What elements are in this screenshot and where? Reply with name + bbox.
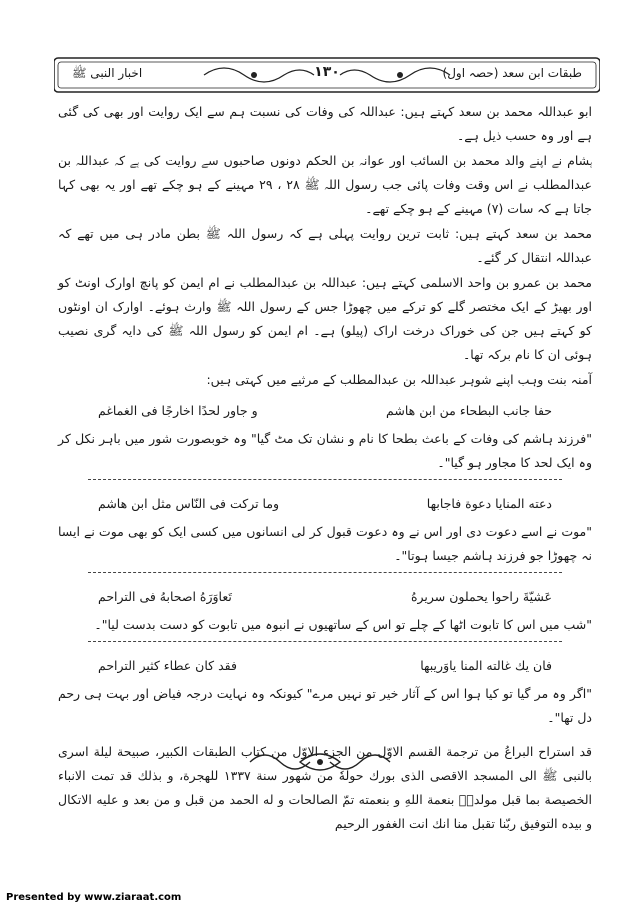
verse-1: [58, 393, 592, 427]
verse-2-left: وما تركت فى النّاس مثل ابن هاشم: [98, 496, 280, 511]
verse-3-right: عَشيّةَ راحوا يحملون سريرهُ: [410, 589, 552, 604]
book-title: طبقات ابن سعد (حصہ اول): [442, 66, 582, 80]
verse-3-left: تَعاوَرَهُ اصحابهُ فى التراحم: [98, 589, 232, 604]
paragraph-1: ابو عبداللہ محمد بن سعد کہتے ہیں: عبداللہ کی وفات کی نسبت ہم سے ایک روایت اور بھی کی گئی ہے اور وہ حسب ذیل ہے۔: [58, 104, 592, 143]
paragraph-5: آمنہ بنت وہب اپنے شوہر عبداللہ بن عبدالمطلب کے مرثیے میں کہتی ہیں:: [206, 372, 592, 387]
verse-2: [58, 486, 592, 520]
section-title: اخبار النبی ﷺ: [72, 66, 143, 80]
verse-4: [58, 648, 592, 682]
page-header: [54, 54, 600, 96]
paragraph-4: محمد بن عمرو بن واحد الاسلمی کہتے ہیں: عبداللہ بن عبدالمطلب نے ام ایمن کو پانچ اوارک اونٹ کو اور بھیڑ کے ایک مختصر گلے کو ترکے میں چھوڑا جس کے رسول اللہ ﷺ وارث ہوئے۔ اوارک ان اونٹوں کو کہتے ہیں جن کی خوراک درخت اراک (پیلو) ہے۔ ام ایمن کو رسول اللہ ﷺ کی دایہ گری نصیب ہوئی ان کا نام برکہ تھا۔: [58, 275, 592, 362]
end-ornament: [240, 745, 400, 779]
verse-3-translation: "شب میں اس کا تابوت اٹھا کے چلے تو اس کے ساتھیوں نے انبوہ میں تابوت کو دست بدست لیا"۔: [94, 617, 592, 632]
page-body: [58, 100, 592, 836]
footer-credit: Presented by www.ziaraat.com: [6, 892, 182, 903]
verse-2-right: دعته المنايا دعوة فاجابها: [426, 496, 552, 511]
divider: [88, 572, 562, 573]
verse-1-translation: "فرزند ہاشم کی وفات کے باعث بطحا کا نام و نشان تک مٹ گیا" وہ خوبصورت شور میں باہر نکل کر وہ ایک لحد کا مجاور ہو گیا"۔: [58, 431, 592, 470]
paragraph-2: ہشام نے اپنے والد محمد بن السائب اور عوانہ بن الحکم دونوں صاحبوں سے روایت کی ہے کہ عبداللہ بن عبدالمطلب نے اس وقت وفات پائی جب رسول اللہ ﷺ ۲۸ ، ۲۹ مہینے کے ہو چکے تھے اور یہ بھی کہا جاتا ہے کہ سات (۷) مہینے کے ہو چکے تھے۔: [58, 153, 592, 216]
verse-4-translation: "اگر وہ مر گیا تو کیا ہوا اس کے آثار خیر تو نہیں مرے" کیونکہ وہ نہایت درجہ فیاض اور بہت ہی رحم دل تھا"۔: [58, 686, 592, 725]
verse-2-translation: "موت نے اسے دعوت دی اور اس نے وہ دعوت قبول کر لی انسانوں میں کسی ایک کو بھی موت نے ایسا نہ چھوڑا جو فرزند ہاشم جیسا ہوتا"۔: [58, 524, 592, 563]
paragraph-3: محمد بن سعد کہتے ہیں: ثابت ترین روایت پہلی ہے کہ رسول اللہ ﷺ بطن مادر ہی میں تھے کہ عبداللہ انتقال کر گئے۔: [58, 226, 592, 265]
verse-1-left: و جاور لحدًا اخارجًا فى الغماغم: [98, 403, 258, 418]
closing-arabic-text: قد استراح البراعُ من ترجمة القسم الاوّل من الجزء الاوّل من كتاب الطبقات الكبير، صبيحة ليلة اسرى بالنبى ﷺ الى المسجد الاقصى الذى بورك حولهٗ من شهور سنة ١٣٣٧ للهجرة، و بذلك قد تمت الانباء الخصيصة بما قبل مولدهٖ بنعمة اللهِ و بنعمته تمّ الصالحات و له الحمد من قبل و من بعد و عليه الاتكال و بيده التوفيق ربّنا تقبل منا انك انت الغفور الرحيم: [58, 744, 592, 831]
verse-3: [58, 579, 592, 613]
verse-4-left: فقد كان عطاء كثير التراحم: [98, 658, 237, 673]
verse-4-right: فان يك غالته المنا ياوَريبها: [420, 658, 552, 673]
page-number: ۱۳۰: [314, 64, 340, 80]
divider: [88, 479, 562, 480]
verse-1-right: حفا جانب البطحاء من ابن هاشم: [386, 403, 552, 418]
divider: [88, 641, 562, 642]
